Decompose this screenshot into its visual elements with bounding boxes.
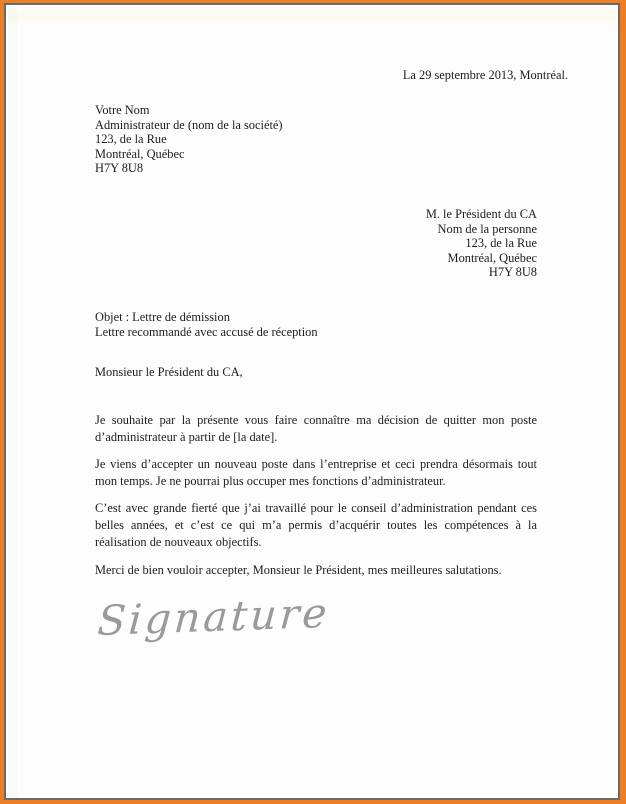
sender-street: 123, de la Rue <box>95 132 167 147</box>
body-paragraph-1: Je souhaite par la présente vous faire connaître ma décision de quitter mon poste d’administrateur à partir de [la date]. <box>95 413 537 444</box>
date-line: La 29 septembre 2013, Montréal. <box>402 68 568 82</box>
page-top-tint <box>6 10 618 21</box>
subject-registered-mail-line: Lettre recommandé avec accusé de réception <box>95 324 318 339</box>
subject-line: Objet : Lettre de démission <box>95 310 230 324</box>
recipient-block <box>426 207 537 280</box>
sender-postal-code: H7Y 8U8 <box>95 161 144 176</box>
page-left-tint <box>8 5 17 798</box>
greeting-line: Monsieur le Président du CA, <box>95 365 243 379</box>
recipient-street: 123, de la Rue <box>465 236 537 251</box>
body-paragraph-2: Je viens d’accepter un nouveau poste dans l’entreprise et ceci prendra désormais tout mon temps. Je ne pourrai plus occuper mes fonctions d’administrateur. <box>95 457 537 488</box>
closing-line: Merci de bien vouloir accepter, Monsieur le Président, mes meilleures salutations. <box>95 563 502 577</box>
letter-page <box>4 3 620 800</box>
sender-name: Votre Nom <box>95 103 150 117</box>
sender-city: Montréal, Québec <box>95 146 185 161</box>
sender-block <box>95 103 283 176</box>
body-paragraph-3: C’est avec grande fierté que j’ai travaillé pour le conseil d’administration pendant ces belles années, et c’est ce qui m’a permis d’acquérir toutes les compétences à la réalisation de nouveaux objectifs. <box>95 501 537 549</box>
recipient-postal-code: H7Y 8U8 <box>488 265 537 280</box>
signature-script: Signature <box>96 588 332 645</box>
subject-block <box>95 310 318 339</box>
sender-title: Administrateur de (nom de la société) <box>95 117 283 132</box>
recipient-person: Nom de la personne <box>437 221 537 236</box>
recipient-city: Montréal, Québec <box>447 250 537 265</box>
recipient-name: M. le Président du CA <box>425 207 537 221</box>
